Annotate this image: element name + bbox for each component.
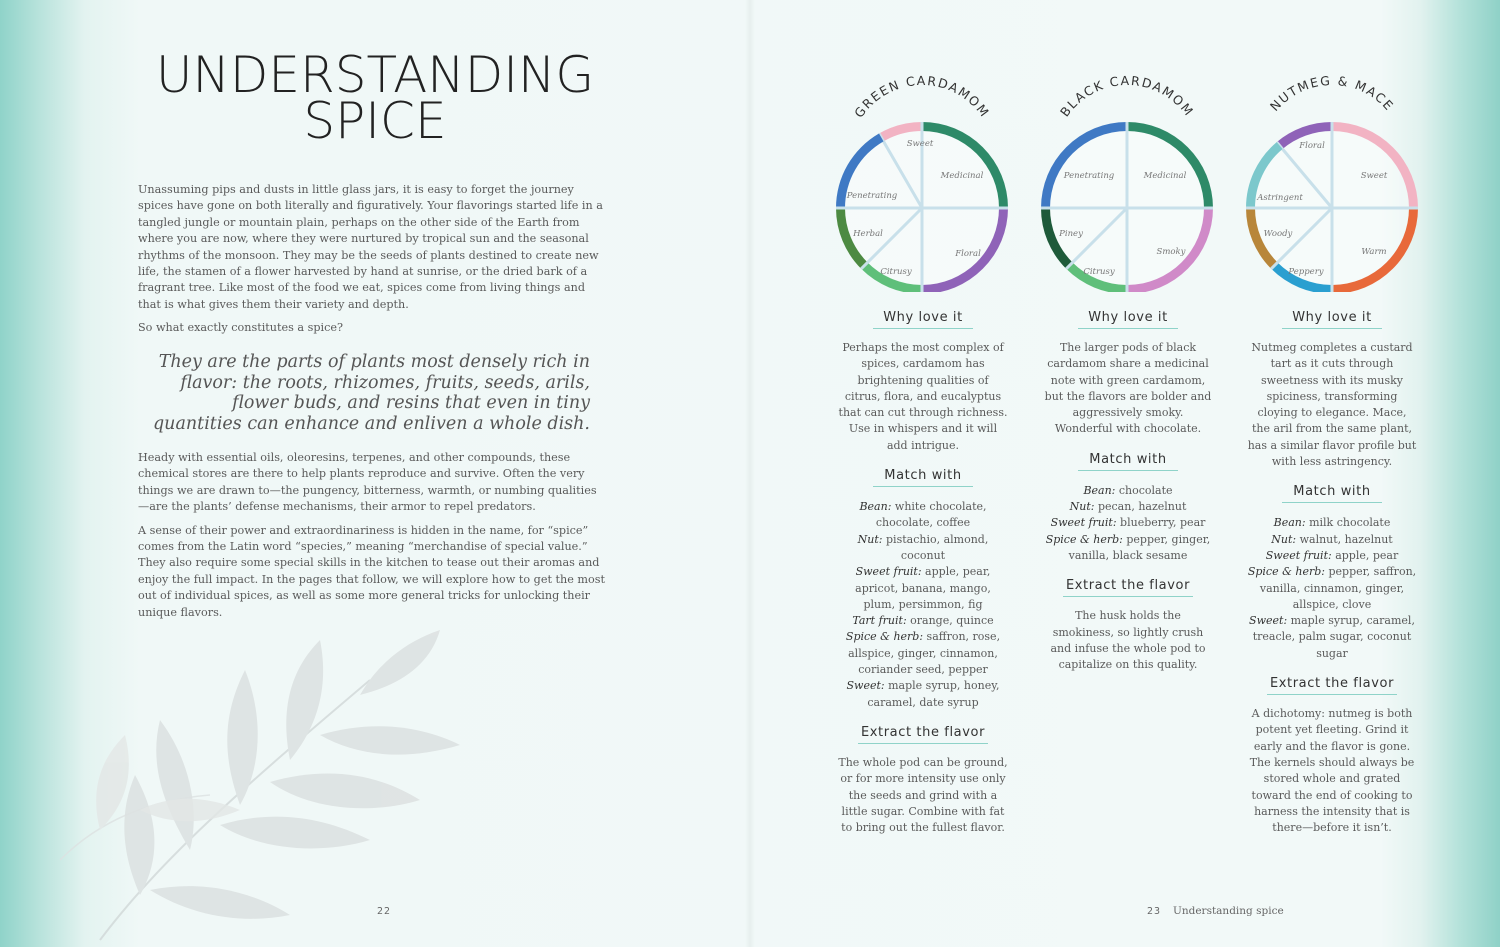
match-item: Sweet fruit: apple, pear: [1265, 548, 1399, 562]
extract-heading: Extract the flavor: [1267, 676, 1397, 695]
pull-quote: They are the parts of plants most densely rich in flavor: the roots, rhizomes, fruits, seeds, arils, flower buds, and resins that even in tiny quantities can enhance and enliven a whole dish.: [152, 352, 590, 434]
title-line-2: SPICE: [303, 92, 447, 150]
extract-heading: Extract the flavor: [1063, 578, 1193, 597]
wheel-label-herbal: Herbal: [853, 229, 883, 239]
wheel-label-floral: Floral: [955, 249, 981, 259]
match-item: Sweet fruit: blueberry, pear: [1050, 516, 1206, 530]
why-text: Nutmeg completes a custard tart as it cuts through sweetness with its musky spiciness, transforming cloying to elegance. Mace, the aril from the same plant, has a similar flavor profile but with less astringency.: [1247, 341, 1417, 469]
page-number-left: 22: [377, 906, 392, 917]
wheel-label-sweet: Sweet: [906, 139, 934, 149]
why-heading: Why love it: [873, 310, 973, 329]
match-item: Sweet fruit: apple, pear, apricot, banana, mango, plum, persimmon, fig: [855, 565, 991, 611]
wheel-title-black-cardamom: BLACK CARDAMOM: [1056, 72, 1198, 120]
match-item: Nut: walnut, hazelnut: [1271, 532, 1393, 546]
wheel-label-penetrating: Penetrating: [1063, 171, 1115, 181]
match-item: Tart fruit: orange, quince: [852, 614, 994, 628]
body-paragraph-2: Heady with essential oils, oleoresins, terpenes, and other compounds, these chemical stores are there to help plants reproduce and survive. Often the very things we are drawn to—the pungency, bitterness, warmth, or numbing qualities—are the plants’ defense mechanisms, their armor to repel predators.: [138, 451, 597, 514]
why-heading: Why love it: [1078, 310, 1178, 329]
wheel-label-sweet: Sweet: [1360, 171, 1388, 181]
match-list: [1043, 483, 1213, 564]
match-list: [838, 499, 1008, 711]
why-text: Perhaps the most complex of spices, cardamom has brightening qualities of citrus, flora, and eucalyptus that can cut through richness. Use in whispers and it will add intrigue.: [838, 341, 1008, 452]
column-green-cardamom: [838, 310, 1008, 836]
extract-text: The husk holds the smokiness, so lightly crush and infuse the whole pod to capitalize on this quality.: [1050, 609, 1206, 672]
column-black-cardamom: [1043, 310, 1213, 673]
question-paragraph: So what exactly constitutes a spice?: [138, 321, 344, 335]
wheel-label-woody: Woody: [1263, 229, 1293, 239]
wheel-label-citrusy: Citrusy: [880, 267, 912, 277]
title-line-1: UNDERSTANDING: [155, 46, 595, 104]
wheel-black-cardamom: [1029, 62, 1225, 292]
intro-paragraph: Unassuming pips and dusts in little glass jars, it is easy to forget the journey spices have gone on both literally and figuratively. Your flavorings started life in a tangled jungle or mountain plain, perhaps on the other side of the Earth from where you are now, where they were nurtured by tropical sun and the seasonal rhythms of the monsoon. They may be the seeds of plants destined to create new life, the stamen of a flower harvested by hand at sunrise, or the dried bark of a fragrant tree. Like most of the food we eat, spices come from living things and that is what gives them their variety and depth.: [138, 183, 603, 311]
extract-text: The whole pod can be ground, or for more intensity use only the seeds and grind with a little sugar. Combine with fat to bring out the fullest flavor.: [838, 755, 1008, 835]
page-title: [140, 46, 610, 150]
match-item: Nut: pecan, hazelnut: [1069, 500, 1187, 514]
running-head: Understanding spice: [1173, 905, 1284, 917]
match-item: Spice & herb: pepper, ginger, vanilla, black sesame: [1045, 532, 1211, 562]
why-text: The larger pods of black cardamom share a medicinal note with green cardamom, but the flavors are bolder and aggressively smoky. Wonderful with chocolate.: [1044, 341, 1212, 436]
body-block: [138, 450, 606, 621]
wheel-label-smoky: Smoky: [1156, 247, 1186, 257]
match-list: [1247, 515, 1417, 662]
wheel-label-citrusy: Citrusy: [1083, 267, 1115, 277]
intro-block: [138, 182, 606, 337]
wheel-label-piney: Piney: [1059, 229, 1083, 239]
wheel-label-medicinal: Medicinal: [1143, 171, 1187, 181]
extract-heading: Extract the flavor: [858, 725, 988, 744]
wheel-ring: [1041, 122, 1213, 292]
extract-text: A dichotomy: nutmeg is both potent yet fleeting. Grind it early and the flavor is gone. The kernels should always be stored whole and grated toward the end of cooking to harness the intensity that is there—before it isn’t.: [1249, 707, 1415, 835]
wheel-title-green-cardamom: GREEN CARDAMOM: [851, 72, 993, 121]
match-heading: Match with: [1078, 452, 1178, 471]
wheel-green-cardamom: [824, 62, 1020, 292]
why-heading: Why love it: [1282, 310, 1382, 329]
body-paragraph-3: A sense of their power and extraordinariness is hidden in the name, for “spice” comes from the Latin word “species,” meaning “merchandise of special value.” They also require some special skills in the kitchen to tease out their aromas and enjoy the full impact. In the pages that follow, we will explore how to get the most out of individual spices, as well as some more general tricks for unlocking their unique flavors.: [138, 523, 605, 619]
match-item: Bean: chocolate: [1083, 483, 1173, 497]
match-item: Nut: pistachio, almond, coconut: [857, 532, 989, 562]
page-number-right: 23: [1147, 906, 1162, 917]
wheel-nutmeg-mace: [1234, 62, 1430, 292]
wheel-label-medicinal: Medicinal: [940, 171, 984, 181]
wheel-label-warm: Warm: [1361, 247, 1387, 257]
wheel-title-nutmeg-mace: NUTMEG & MACE: [1266, 72, 1398, 114]
wheel-label-penetrating: Penetrating: [846, 191, 898, 201]
match-item: Bean: milk chocolate: [1273, 516, 1391, 530]
wheel-ring: [836, 122, 1008, 292]
match-item: Sweet: maple syrup, caramel, treacle, palm sugar, coconut sugar: [1249, 614, 1415, 660]
match-item: Sweet: maple syrup, honey, caramel, date syrup: [846, 679, 1000, 709]
wheel-label-floral: Floral: [1299, 141, 1325, 151]
match-item: Spice & herb: pepper, saffron, vanilla, cinnamon, ginger, allspice, clove: [1247, 565, 1417, 611]
match-item: Bean: white chocolate, chocolate, coffee: [859, 500, 987, 530]
match-heading: Match with: [1282, 484, 1382, 503]
wheel-label-astringent: Astringent: [1257, 193, 1303, 203]
column-nutmeg-mace: [1247, 310, 1417, 836]
wheel-ring: [1246, 122, 1418, 292]
match-item: Spice & herb: saffron, rose, allspice, ginger, cinnamon, coriander seed, pepper: [845, 630, 1001, 677]
page-fold: [745, 0, 755, 947]
match-heading: Match with: [873, 468, 973, 487]
wheel-label-peppery: Peppery: [1288, 267, 1324, 277]
